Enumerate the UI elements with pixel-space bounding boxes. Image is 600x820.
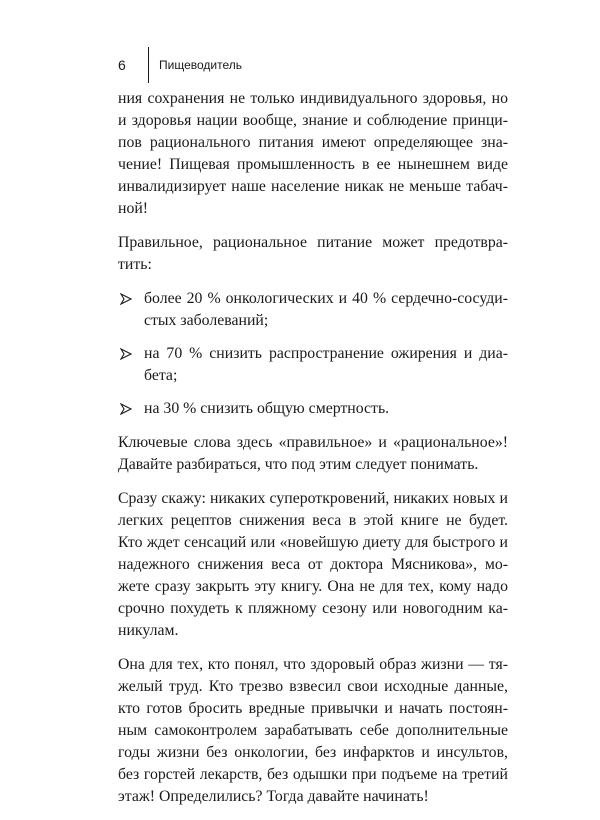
running-head: [118, 46, 242, 84]
list-item-text: на 30 % снизить общую смертность.: [144, 400, 390, 417]
paragraph: Правильное, рациональное питание может предотвратить:: [118, 234, 508, 273]
list-item: [118, 343, 508, 387]
arrowhead-bullet-icon: [120, 293, 132, 305]
body-text: [118, 88, 508, 820]
paragraph: Сразу скажу: никаких супероткровений, никаких новых и легких рецептов снижения веса в этой книге не будет. Кто ждет сенсаций или «новейшую диету для быстрого и надежного снижения веса от доктора Мясникова», можете сразу закрыть эту книгу. Она не для тех, кому надо срочно похудеть к пляжному сезону или новогодним каникулам.: [118, 490, 508, 639]
paragraph: ния сохранения не только индивидуального здоровья, но и здоровья нации вообще, знание и соблюдение принципов рационального питания имеют определяющее значение! Пищевая промышленность в ее нынешнем виде инвалидизирует наше население никак не меньше табачной!: [118, 90, 508, 217]
bullet-list: [118, 288, 508, 420]
list-item: [118, 288, 508, 332]
page-number: 6: [118, 57, 126, 73]
paragraph: Она для тех, кто понял, что здоровый образ жизни — тяжелый труд. Кто трезво взвесил свои исходные данные, кто готов бросить вредные привычки и начать постоянным самоконтролем зарабатывать себе дополнительные годы жизни без онкологии, без инфарктов и инсультов, без горстей лекарств, без одышки при подъеме на третий этаж! Определились? Тогда давайте начинать!: [118, 656, 508, 805]
running-title: Пищеводитель: [159, 58, 242, 72]
paragraph: Ключевые слова здесь «правильное» и «рациональное»! Давайте разбираться, что под этим следует понимать.: [118, 434, 508, 473]
list-item-text: более 20 % онкологических и 40 % сердечно-сосудистых заболеваний;: [144, 290, 508, 329]
list-item: [118, 398, 508, 420]
arrowhead-bullet-icon: [120, 348, 132, 360]
list-item-text: на 70 % снизить распространение ожирения и диабета;: [144, 345, 508, 384]
arrowhead-bullet-icon: [120, 403, 132, 415]
header-divider: [148, 47, 149, 83]
